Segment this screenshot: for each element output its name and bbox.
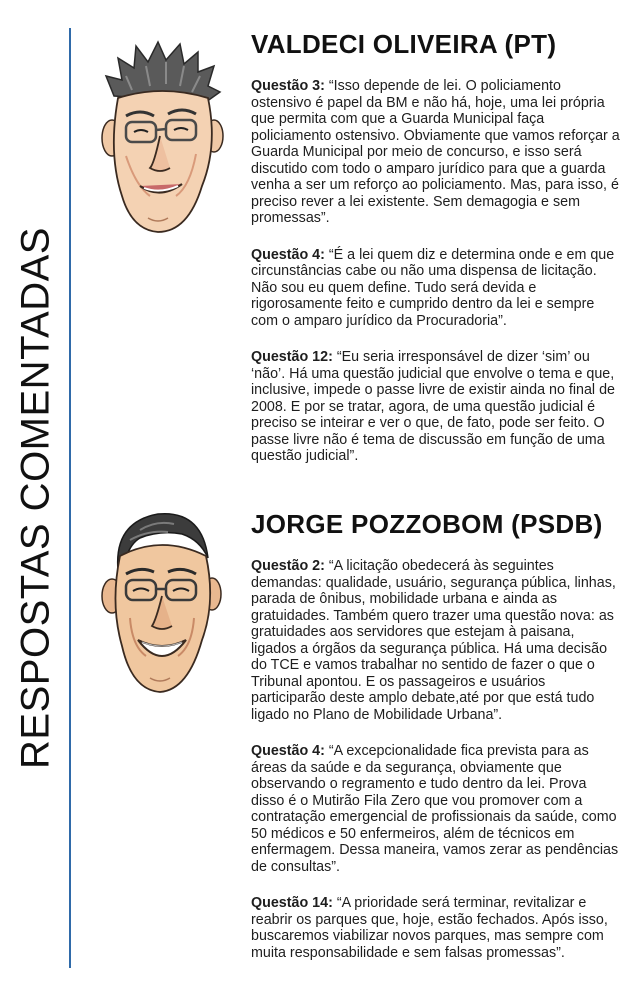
answer-paragraph <box>251 78 621 227</box>
vertical-divider <box>69 28 71 968</box>
answer-paragraph <box>251 743 621 875</box>
candidate-name: VALDECI OLIVEIRA (PT) <box>251 29 557 59</box>
candidate-name: JORGE POZZOBOM (PSDB) <box>251 509 603 539</box>
question-label: Questão 4: <box>251 246 325 263</box>
caricature-portrait-valdeci <box>96 36 228 236</box>
caricature-portrait-jorge <box>96 500 226 696</box>
answer-text: “Isso depende de lei. O policiamento ostensivo é papel da BM e não há, hoje, uma lei própria que permita com que a Guarda Municipal faça policiamento ostensivo. Obviamente que vamos reforçar a Guarda Municipal por meio de concurso, e isso será discutido com todo o amparo jurídico para que a guarda venha a ser um reforço ao policiamento. Mas, para isso, é preciso rever a lei existente. Sem demagogia e sem promessas”. <box>251 78 620 226</box>
answer-text: “A licitação obedecerá às seguintes demandas: qualidade, usuário, segurança pública, linhas, parada de ônibus, mobilidade urbana e ainda as gratuidades. Também quero trazer uma questão nova: as gratuidades aos servidores que estejam à paisana, ligados a órgãos da segurança pública. Há uma decisão do TCE e vamos trabalhar no sentido de fazer o que o Tribunal apontou. E os passageiros e usuários participarão deste amplo debate,até por que está tudo ligado no Plano de Mobilidade Urbana”. <box>251 558 616 723</box>
answer-text: “Eu seria irresponsável de dizer ‘sim’ ou ‘não’. Há uma questão judicial que envolve o tema e que, inclusive, impede o passe livre de existir ainda no final de 2008. E por se tratar, agora, de uma questão judicial é preciso se inteirar e ver o que, de fato, pode ser feito. O passe livre não é tema de discussão em função de uma questão judicial”. <box>251 349 615 464</box>
answer-text: “A prioridade será terminar, revitalizar e reabrir os parques que, hoje, estão fechados. Após isso, buscaremos viabilizar novos parques, mas sempre com muita responsabilidade e sem falsas promessas”. <box>251 895 608 961</box>
answer-text: “A excepcionalidade fica prevista para as áreas da saúde e da segurança, obviamente que observando o regramento e tudo dentro da lei. Prova disso é o Mutirão Fila Zero que vou promover com a contratação emergencial de profissionais da saúde, como 50 médicos e 50 enfermeiros, além de técnicos em enfermagem. Dessa maneira, vamos zerar as pendências de consultas”. <box>251 743 619 875</box>
answer-paragraph <box>251 558 621 723</box>
question-label: Questão 14: <box>251 895 333 911</box>
question-label: Questão 2: <box>251 558 325 574</box>
question-label: Questão 12: <box>251 349 333 365</box>
answer-text: “É a lei quem diz e determina onde e em que circunstâncias cabe ou não uma dispensa de licitação. Não sou eu quem define. Tudo será devida e rigorosamente feito e cumprido dentro da lei e sempre com o amparo jurídico da Procuradoria”. <box>251 246 615 329</box>
section-title-text: RESPOSTAS COMENTADAS <box>13 227 58 769</box>
answer-paragraph <box>251 349 621 465</box>
section-title-vertical <box>14 228 58 768</box>
answer-paragraph <box>251 895 621 961</box>
answer-paragraph <box>251 247 621 330</box>
question-label: Questão 4: <box>251 743 325 759</box>
question-label: Questão 3: <box>251 78 325 94</box>
candidate-section-2 <box>251 510 621 981</box>
candidate-section-1 <box>251 30 621 485</box>
